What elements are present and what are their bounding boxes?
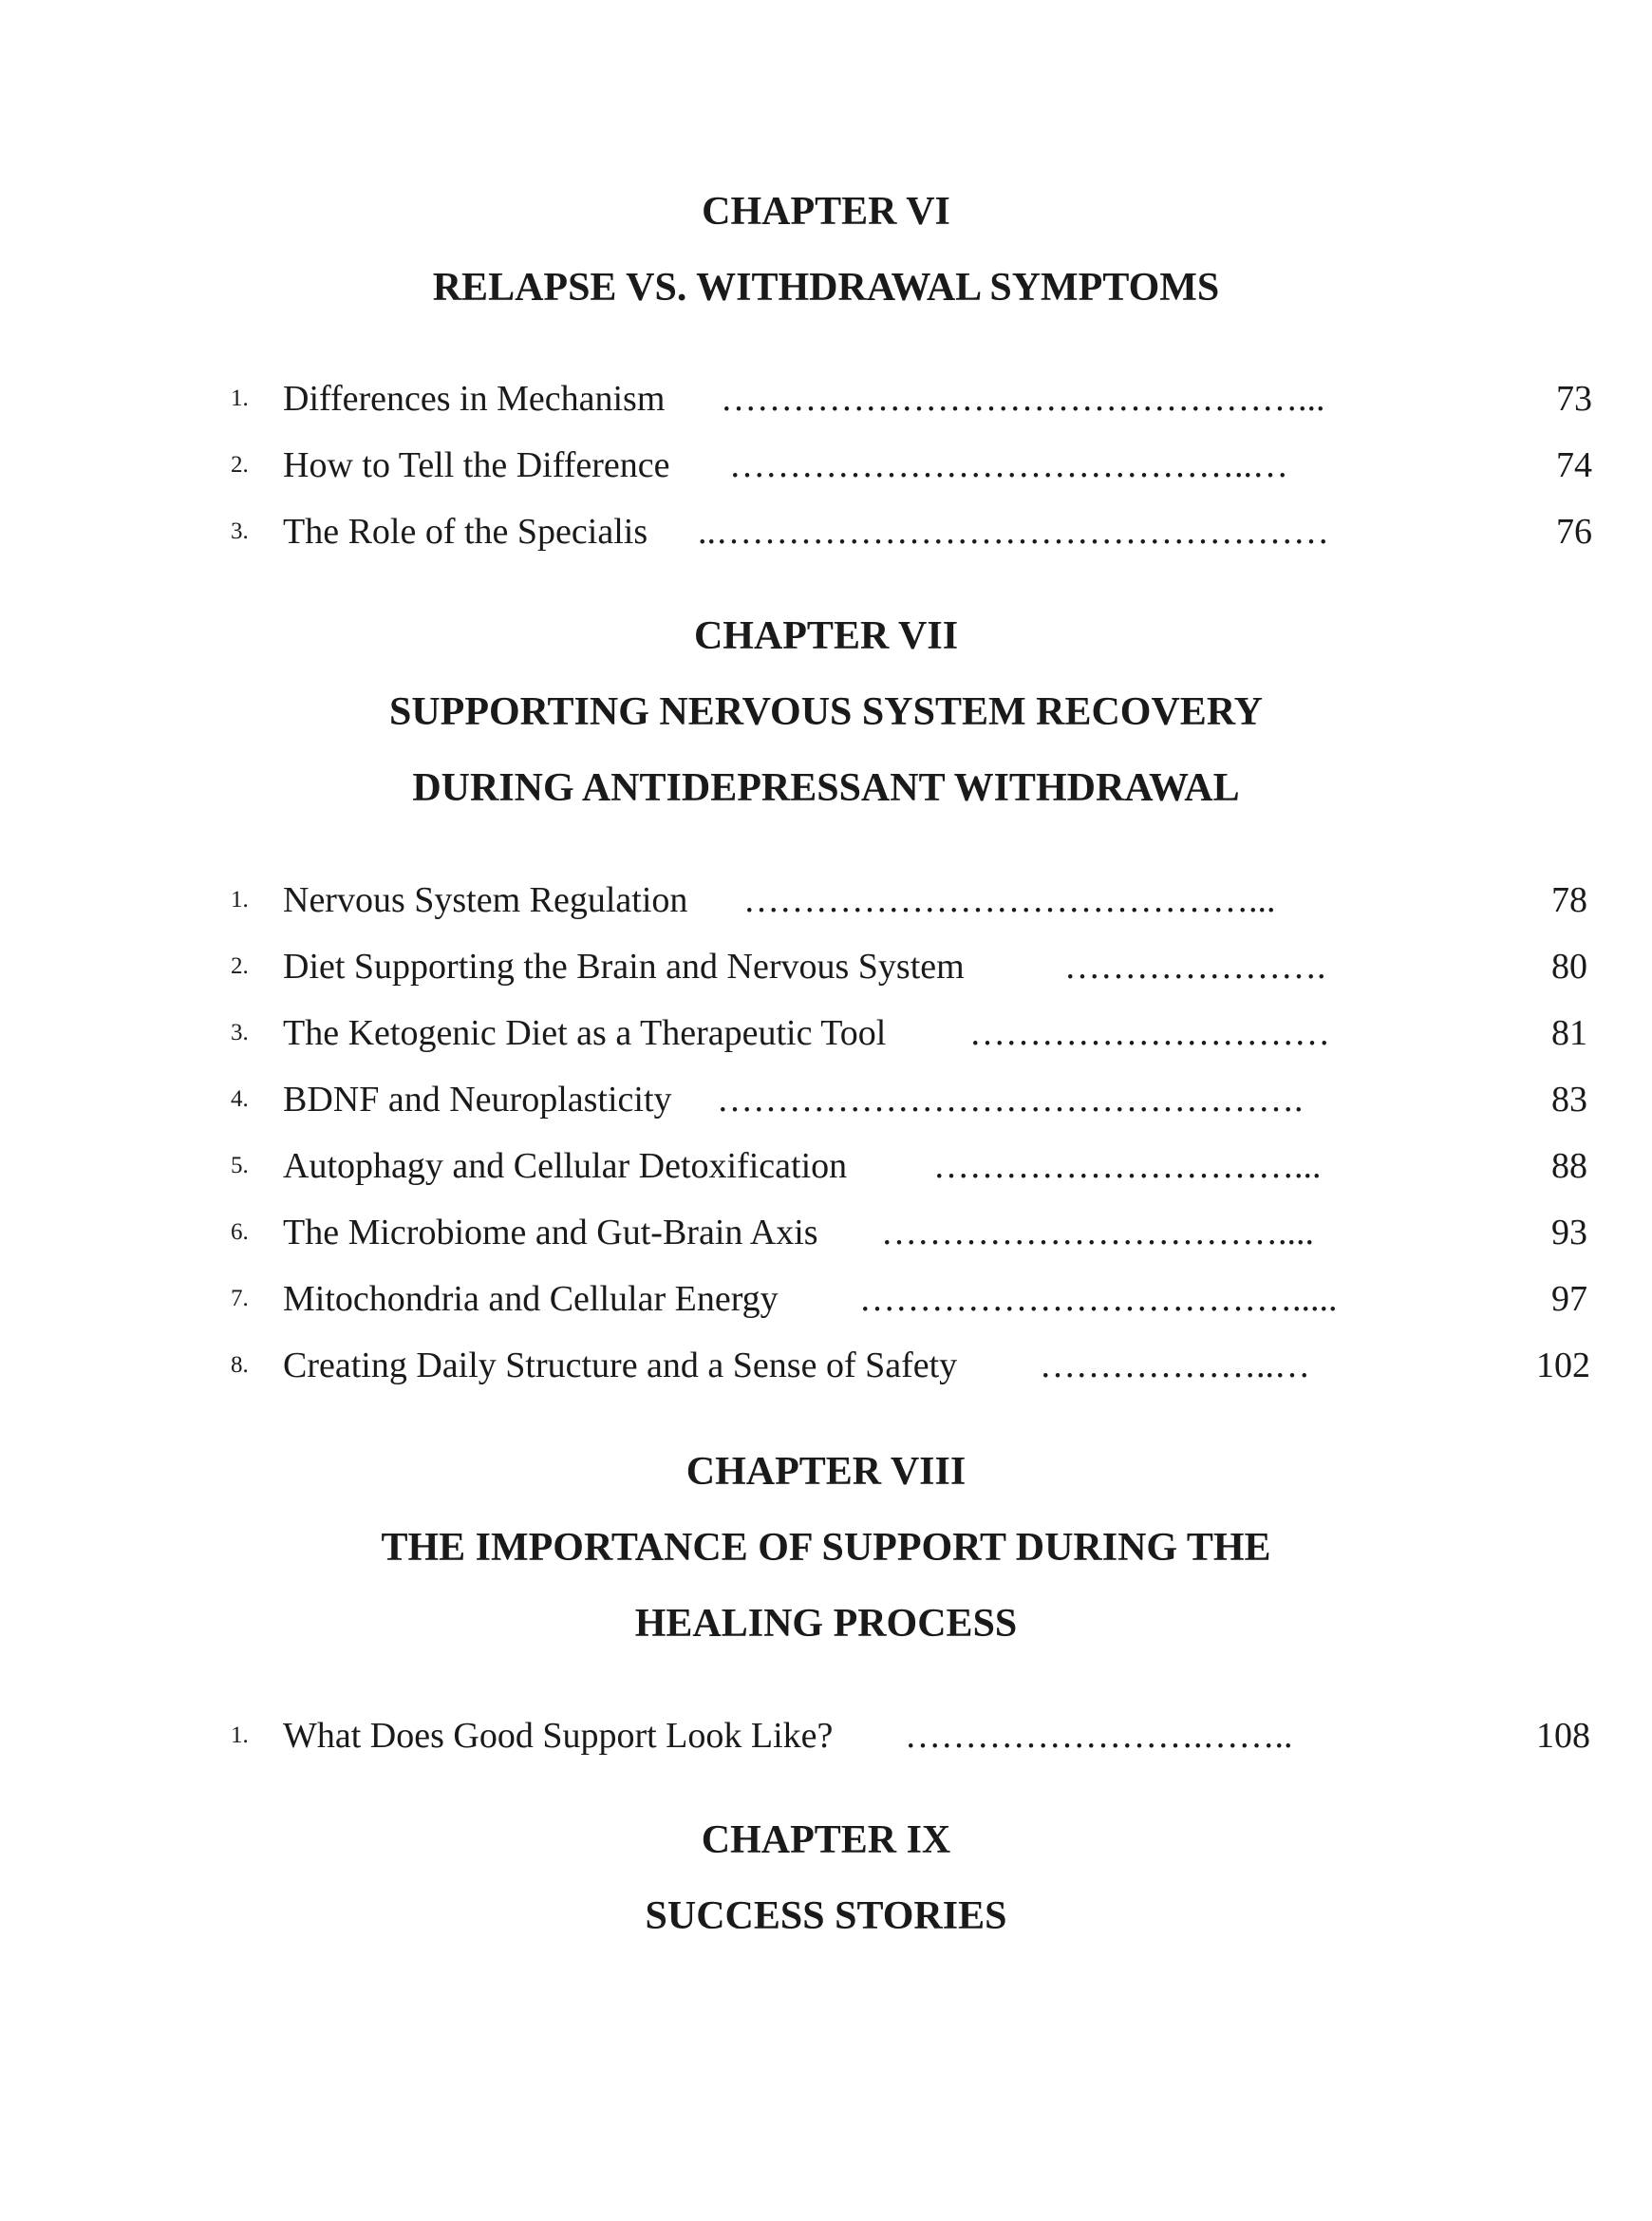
chapter-7-title-line-1: SUPPORTING NERVOUS SYSTEM RECOVERY bbox=[388, 690, 1264, 734]
entry-title: The Microbiome and Gut-Brain Axis bbox=[283, 1213, 818, 1252]
entry-number: 4. bbox=[231, 1086, 249, 1112]
entry-page-number: 88 bbox=[1551, 1146, 1587, 1186]
entry-title: The Ketogenic Diet as a Therapeutic Tool bbox=[283, 1013, 887, 1053]
entry-number: 2. bbox=[231, 452, 249, 478]
entry-leader-dots: ………………..… bbox=[1040, 1346, 1310, 1385]
entry-page-number: 83 bbox=[1551, 1080, 1587, 1120]
chapter-7-number: CHAPTER VII bbox=[693, 614, 959, 658]
entry-number: 3. bbox=[231, 518, 249, 544]
entry-leader-dots: ..…………………………………………… bbox=[698, 512, 1329, 552]
entry-leader-dots: …………………. bbox=[1064, 947, 1326, 987]
entry-leader-dots: …………………………... bbox=[933, 1146, 1322, 1186]
chapter-9-number: CHAPTER IX bbox=[701, 1818, 951, 1862]
entry-leader-dots: ……………………………………..… bbox=[729, 445, 1288, 485]
chapter-9-title: SUCCESS STORIES bbox=[645, 1894, 1007, 1938]
entry-number: 7. bbox=[231, 1286, 249, 1311]
entry-leader-dots: …………………………………………... bbox=[721, 379, 1325, 419]
entry-title: Nervous System Regulation bbox=[283, 880, 688, 920]
entry-leader-dots: …………………………….... bbox=[881, 1213, 1314, 1252]
entry-title: The Role of the Specialis bbox=[283, 512, 648, 552]
entry-leader-dots: ………………………… bbox=[969, 1013, 1330, 1053]
entry-title: BDNF and Neuroplasticity bbox=[283, 1080, 672, 1120]
entry-title: Differences in Mechanism bbox=[283, 379, 666, 419]
chapter-6-number: CHAPTER VI bbox=[702, 190, 950, 234]
entry-leader-dots: ……………………………………... bbox=[743, 880, 1276, 920]
entry-page-number: 78 bbox=[1551, 880, 1587, 920]
entry-page-number: 73 bbox=[1556, 379, 1592, 419]
entry-page-number: 108 bbox=[1536, 1716, 1590, 1756]
entry-leader-dots: ………………………………..... bbox=[859, 1279, 1338, 1319]
entry-number: 1. bbox=[231, 1722, 249, 1748]
entry-title: Autophagy and Cellular Detoxification bbox=[283, 1146, 848, 1186]
entry-page-number: 80 bbox=[1551, 947, 1587, 987]
entry-title: Diet Supporting the Brain and Nervous System bbox=[283, 947, 965, 987]
entry-leader-dots: …………………….…….. bbox=[905, 1716, 1293, 1756]
entry-title: Creating Daily Structure and a Sense of Safety bbox=[283, 1346, 958, 1385]
chapter-8-number: CHAPTER VIII bbox=[685, 1450, 967, 1494]
chapter-8-title-line-2: HEALING PROCESS bbox=[634, 1602, 1018, 1646]
entry-leader-dots: …………………………………………. bbox=[717, 1080, 1304, 1120]
entry-number: 1. bbox=[231, 887, 249, 913]
entry-number: 5. bbox=[231, 1153, 249, 1178]
entry-page-number: 76 bbox=[1556, 512, 1592, 552]
entry-page-number: 74 bbox=[1556, 445, 1592, 485]
entry-number: 2. bbox=[231, 953, 249, 979]
entry-number: 6. bbox=[231, 1219, 249, 1245]
entry-page-number: 97 bbox=[1551, 1279, 1587, 1319]
entry-number: 8. bbox=[231, 1352, 249, 1378]
entry-title: What Does Good Support Look Like? bbox=[283, 1716, 834, 1756]
entry-number: 1. bbox=[231, 386, 249, 411]
entry-page-number: 81 bbox=[1551, 1013, 1587, 1053]
entry-title: Mitochondria and Cellular Energy bbox=[283, 1279, 779, 1319]
entry-page-number: 102 bbox=[1536, 1346, 1590, 1385]
entry-title: How to Tell the Difference bbox=[283, 445, 670, 485]
entry-number: 3. bbox=[231, 1020, 249, 1045]
chapter-6-title: RELAPSE VS. WITHDRAWAL SYMPTOMS bbox=[432, 266, 1220, 310]
entry-page-number: 93 bbox=[1551, 1213, 1587, 1252]
chapter-8-title-line-1: THE IMPORTANCE OF SUPPORT DURING THE bbox=[381, 1526, 1271, 1570]
chapter-7-title-line-2: DURING ANTIDEPRESSANT WITHDRAWAL bbox=[412, 766, 1240, 810]
